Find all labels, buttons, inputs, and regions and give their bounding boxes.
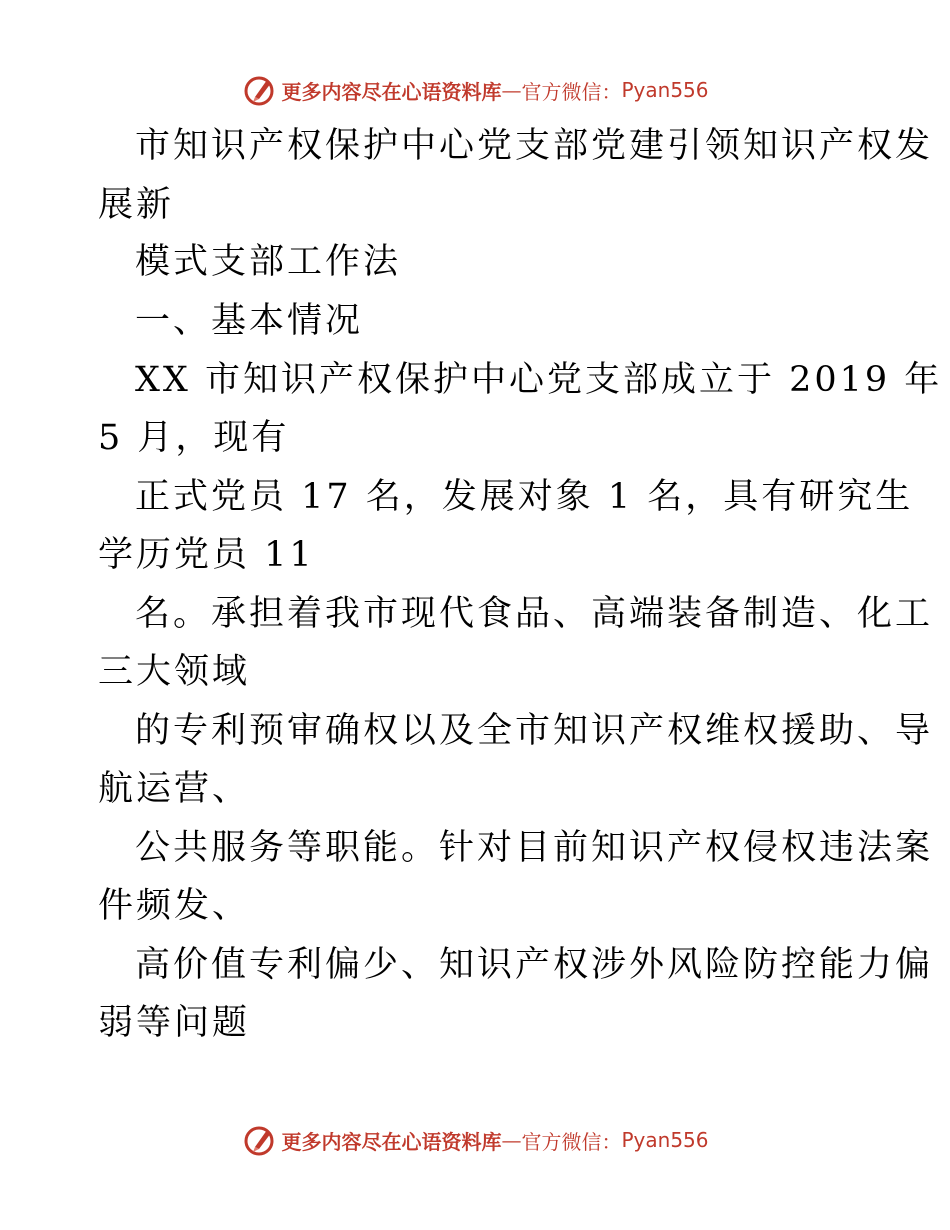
- body-line: 的专利预审确权以及全市知识产权维权援助、导: [135, 711, 934, 751]
- pen-logo-icon: [241, 1122, 277, 1158]
- body-line: 名。承担着我市现代食品、高端装备制造、化工: [135, 594, 934, 634]
- body-line: 高价值专利偏少、知识产权涉外风险防控能力偏: [135, 945, 934, 985]
- banner-brand: 更多内容尽在心语资料库: [281, 1129, 502, 1154]
- banner-brand: 更多内容尽在心语资料库: [281, 79, 502, 104]
- body-line: 模式支部工作法: [135, 242, 402, 282]
- body-line: 正式党员 17 名，发展对象 1 名，具有研究生: [135, 477, 914, 517]
- body-line: 三大领域: [98, 652, 251, 692]
- banner-label: 官方微信：: [521, 1129, 622, 1154]
- banner-separator: —: [501, 78, 522, 102]
- body-line: 航运营、: [98, 769, 251, 809]
- body-line: XX 市知识产权保护中心党支部成立于 2019 年: [135, 360, 943, 400]
- footer-banner: [0, 1120, 950, 1160]
- banner-wechat-id: Pyan556: [621, 78, 709, 102]
- section-heading: 一、基本情况: [135, 301, 364, 341]
- body-line: 学历党员 11: [98, 535, 315, 575]
- banner-wechat-id: Pyan556: [621, 1128, 709, 1152]
- body-line: 弱等问题: [98, 1003, 251, 1043]
- banner-label: 官方微信：: [521, 79, 622, 104]
- body-line: 市知识产权保护中心党支部党建引领知识产权发: [135, 126, 934, 166]
- body-line: 公共服务等职能。针对目前知识产权侵权违法案: [135, 828, 934, 868]
- body-line: 5 月，现有: [98, 418, 290, 458]
- banner-separator: —: [501, 1128, 522, 1152]
- header-banner: [0, 70, 950, 110]
- body-line: 展新: [98, 185, 175, 225]
- body-line: 件频发、: [98, 886, 251, 926]
- pen-logo-icon: [241, 72, 277, 108]
